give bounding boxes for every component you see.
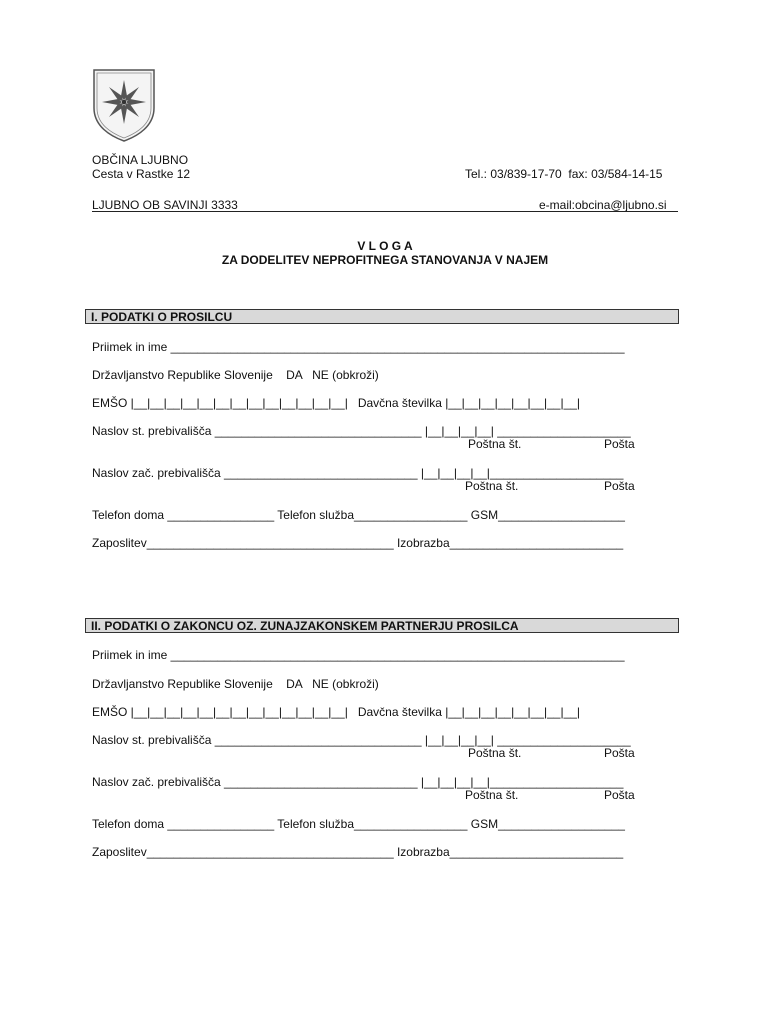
permanent-address-field[interactable]: Naslov st. prebivališča _______________________________ |__|__|__|__| ____________________	[92, 424, 631, 438]
permanent-address-field[interactable]: Naslov st. prebivališča _______________________________ |__|__|__|__| ____________________	[92, 733, 631, 747]
header-divider	[92, 211, 678, 212]
municipality-crest-logo	[92, 68, 156, 142]
section-heading-applicant: I. PODATKI O PROSILCU	[85, 309, 679, 324]
employment-education-field[interactable]: Zaposlitev_____________________________________ Izobrazba__________________________	[92, 845, 624, 859]
name-field[interactable]: Priimek in ime ____________________________________________________________________	[92, 340, 625, 354]
post-label: Pošta	[604, 746, 635, 760]
tel-fax: Tel.: 03/839-17-70 fax: 03/584-14-15	[465, 167, 663, 181]
section-heading-partner: II. PODATKI O ZAKONCU OZ. ZUNAJZAKONSKEM PARTNERJU PROSILCA	[85, 618, 679, 633]
postal-number-label: Poštna št.	[468, 437, 522, 451]
postal-number-label: Poštna št.	[465, 479, 519, 493]
org-name: OBČINA LJUBNO	[92, 153, 189, 167]
email-address: e-mail:obcina@ljubno.si	[539, 198, 667, 212]
phone-field[interactable]: Telefon doma ________________ Telefon služba_________________ GSM___________________	[92, 508, 625, 522]
employment-education-field[interactable]: Zaposlitev_____________________________________ Izobrazba__________________________	[92, 536, 624, 550]
document-subtitle: ZA DODELITEV NEPROFITNEGA STANOVANJA V NAJEM	[221, 253, 549, 267]
emso-tax-field[interactable]: EMŠO |__|__|__|__|__|__|__|__|__|__|__|__|__| Davčna številka |__|__|__|__|__|__|__|__|	[92, 396, 581, 410]
citizenship-field[interactable]: Državljanstvo Republike Slovenije DA NE (obkroži)	[92, 368, 379, 382]
phone-field[interactable]: Telefon doma ________________ Telefon služba_________________ GSM___________________	[92, 817, 625, 831]
name-field[interactable]: Priimek in ime ____________________________________________________________________	[92, 648, 625, 662]
document-title: V L O G A	[357, 239, 413, 253]
postal-number-label: Poštna št.	[465, 788, 519, 802]
post-label: Pošta	[604, 788, 635, 802]
temporary-address-field[interactable]: Naslov zač. prebivališča _____________________________ |__|__|__|__|____________________	[92, 466, 624, 480]
post-label: Pošta	[604, 479, 635, 493]
street-address: Cesta v Rastke 12	[92, 167, 191, 181]
citizenship-field[interactable]: Državljanstvo Republike Slovenije DA NE (obkroži)	[92, 677, 379, 691]
temporary-address-field[interactable]: Naslov zač. prebivališča _____________________________ |__|__|__|__|____________________	[92, 775, 624, 789]
emso-tax-field[interactable]: EMŠO |__|__|__|__|__|__|__|__|__|__|__|__|__| Davčna številka |__|__|__|__|__|__|__|__|	[92, 705, 581, 719]
postal-number-label: Poštna št.	[468, 746, 522, 760]
post-label: Pošta	[604, 437, 635, 451]
city-address: LJUBNO OB SAVINJI 3333	[92, 198, 238, 212]
